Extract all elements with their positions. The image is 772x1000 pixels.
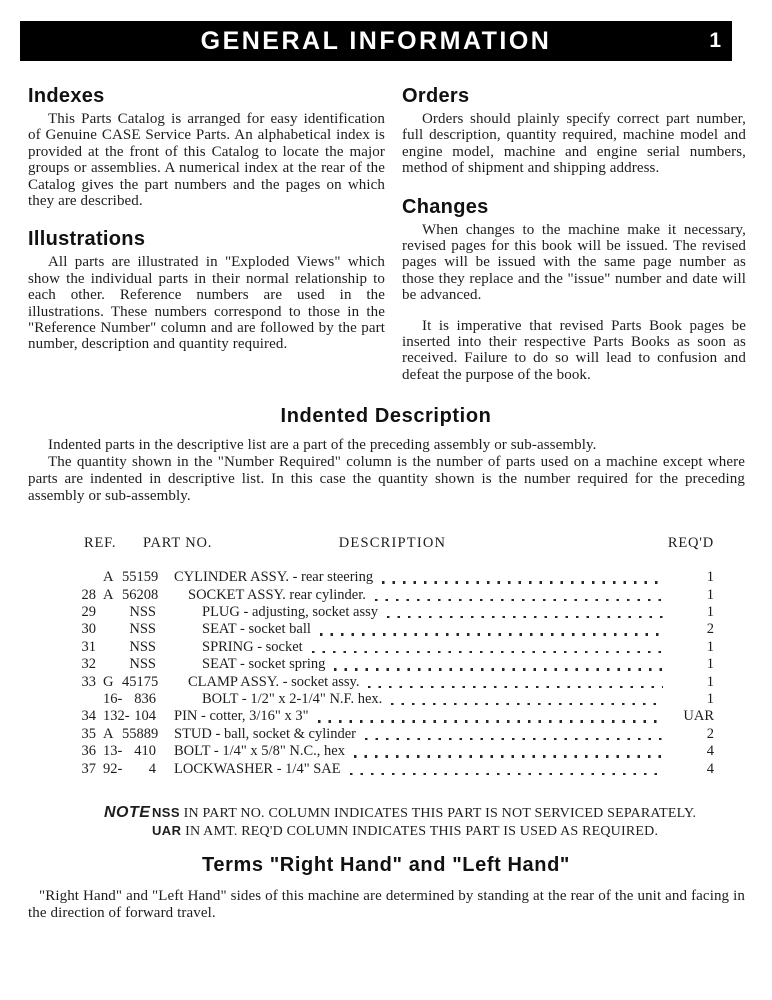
description-cell [156, 674, 670, 691]
description-cell [156, 587, 670, 604]
parts-table-body [62, 569, 714, 778]
col-header-part-no: PART NO. [143, 535, 213, 552]
parts-table-header [62, 535, 714, 552]
table-row [62, 674, 714, 691]
part-prefix-cell [96, 621, 122, 638]
part-number-cell: 45175 [122, 673, 159, 690]
ref-cell: 30 [81, 621, 96, 638]
part-number-cell: 4 [148, 760, 156, 777]
dot-leader [378, 604, 670, 621]
part-prefix-cell: A [103, 725, 114, 742]
page-header-bar [20, 21, 732, 61]
part-prefix-cell: 16- [103, 691, 123, 708]
part-number-cell: 56208 [122, 586, 159, 603]
illustrations-heading: Illustrations [28, 228, 146, 251]
table-row [62, 587, 714, 604]
orders-paragraph: Orders should plainly specify correct part number, full description, quantity required, machine model and engine model, machine and engine serial numbers, method of shipment and shipping address. [402, 111, 746, 177]
description-text: PIN - cotter, 3/16" x 3" [174, 708, 309, 725]
description-text: BOLT - 1/2" x 2-1/4" N.F. hex. [202, 691, 383, 708]
req-cell: 1 [706, 656, 714, 673]
indexes-paragraph: This Parts Catalog is arranged for easy identification of Genuine CASE Service Parts. An alphabetical index is provided at the front of this Catalog to locate the major groups or assemblies. A numerical index at the rear of the Catalog gives the part numbers and the pages on which they are described. [28, 111, 385, 210]
col-header-description: DESCRIPTION [338, 535, 447, 552]
note-text-uar: IN AMT. REQ'D COLUMN INDICATES THIS PART IS USED AS REQUIRED. [185, 823, 659, 839]
part-prefix-cell [96, 656, 122, 673]
page-title: GENERAL INFORMATION [200, 26, 552, 55]
req-cell: 4 [706, 760, 714, 777]
description-cell [156, 743, 670, 760]
part-number-cell: 55889 [122, 725, 159, 742]
ref-cell: 31 [81, 638, 96, 655]
dot-leader [366, 587, 670, 604]
description-cell [156, 708, 670, 725]
dot-leader [359, 674, 670, 691]
two-column-area [28, 85, 746, 383]
ref-cell: 33 [81, 673, 96, 690]
changes-paragraph-2: It is imperative that revised Parts Book pages be inserted into their respective Parts Books as soon as received. Failure to do so will lead to confusion and defeat the purpose of the book. [402, 317, 746, 383]
table-row [62, 691, 714, 708]
indexes-heading: Indexes [28, 85, 105, 107]
part-prefix-cell [96, 639, 122, 656]
req-cell: 1 [706, 638, 714, 655]
table-row [62, 621, 714, 638]
part-prefix-cell [96, 604, 122, 621]
ref-cell [62, 569, 96, 586]
part-prefix-cell: A [103, 569, 114, 586]
req-cell: 2 [706, 621, 714, 638]
note-term-uar: UAR [152, 822, 182, 838]
part-number-cell: NSS [129, 604, 156, 621]
terms-heading: Terms "Right Hand" and "Left Hand" [202, 853, 570, 876]
note-block [104, 804, 716, 840]
table-row [62, 569, 714, 586]
table-row [62, 639, 714, 656]
indented-description-paragraph-1: Indented parts in the descriptive list are a part of the preceding assembly or sub-assembly. [48, 437, 597, 454]
description-text: SPRING - socket [202, 638, 303, 655]
req-cell: 1 [706, 586, 714, 603]
description-cell [156, 569, 670, 586]
ref-cell: 28 [81, 586, 96, 603]
part-prefix-cell: 132- [103, 708, 130, 725]
description-cell [156, 761, 670, 778]
description-text: SEAT - socket ball [202, 621, 311, 638]
note-items [152, 804, 716, 840]
note-item-uar [152, 822, 716, 840]
parts-table [62, 535, 714, 778]
note-label: NOTE [104, 803, 151, 821]
dot-leader [382, 691, 670, 708]
req-cell: 1 [706, 691, 714, 708]
table-row [62, 726, 714, 743]
page-number: 1 [709, 29, 721, 52]
illustrations-paragraph: All parts are illustrated in "Exploded Views" which show the individual parts in their normal relationship to each other. Reference numbers are used in the illustrations. These numbers correspond to those in the "Reference Number" column and are followed by the part number, description and quantity required. [28, 254, 385, 353]
part-number-cell: 104 [134, 708, 156, 725]
req-cell: 2 [706, 725, 714, 742]
terms-paragraph: "Right Hand" and "Left Hand" sides of this machine are determined by standing at the rear of the unit and facing in the direction of forward travel. [28, 887, 745, 921]
req-cell: 1 [706, 569, 714, 586]
changes-paragraph-1: When changes to the machine make it necessary, revised pages for this book will be issued. The revised pages will be issued with the same page number as those they replace and the "issue" number and date will be advanced. [402, 221, 746, 304]
changes-heading: Changes [402, 195, 489, 218]
part-number-cell: NSS [129, 638, 156, 655]
ref-cell: 35 [81, 725, 96, 742]
col-header-reqd: REQ'D [667, 535, 714, 552]
dot-leader [345, 743, 670, 760]
dot-leader [303, 639, 670, 656]
ref-cell: 36 [81, 743, 96, 760]
req-cell: UAR [683, 708, 714, 725]
description-text: SOCKET ASSY. rear cylinder. [188, 586, 366, 603]
table-row [62, 708, 714, 725]
dot-leader [309, 708, 671, 725]
note-term-nss: NSS [152, 804, 180, 820]
part-prefix-cell: A [103, 586, 114, 603]
part-prefix-cell: G [103, 673, 114, 690]
part-number-cell: 836 [134, 691, 156, 708]
description-cell [156, 639, 670, 656]
description-text: BOLT - 1/4" x 5/8" N.C., hex [174, 743, 345, 760]
description-text: CLAMP ASSY. - socket assy. [188, 673, 360, 690]
description-text: CYLINDER ASSY. - rear steering [174, 569, 374, 586]
note-text-nss: IN PART NO. COLUMN INDICATES THIS PART IS NOT SERVICED SEPARATELY. [183, 805, 697, 821]
table-row [62, 604, 714, 621]
req-cell: 1 [706, 673, 714, 690]
dot-leader [325, 656, 670, 673]
dot-leader [356, 726, 670, 743]
part-prefix-cell: 13- [103, 743, 123, 760]
right-column [402, 85, 746, 383]
description-text: SEAT - socket spring [202, 656, 326, 673]
part-number-cell: 55159 [122, 569, 159, 586]
part-number-cell: NSS [129, 621, 156, 638]
description-cell [156, 726, 670, 743]
description-cell [156, 621, 670, 638]
table-row [62, 743, 714, 760]
note-item-nss [152, 804, 716, 822]
ref-cell [62, 691, 96, 708]
description-cell [156, 691, 670, 708]
part-number-cell: 410 [134, 743, 156, 760]
table-row [62, 761, 714, 778]
ref-cell: 34 [81, 708, 96, 725]
ref-cell: 29 [81, 604, 96, 621]
part-number-cell: NSS [129, 656, 156, 673]
ref-cell: 37 [81, 760, 96, 777]
dot-leader [373, 569, 670, 586]
ref-cell: 32 [81, 656, 96, 673]
part-prefix-cell: 92- [103, 760, 123, 777]
indented-description-paragraph-2: The quantity shown in the "Number Required" column is the number of parts used on a machine except where parts are indented in descriptive list. In this case the quantity shown is the number required for the preceding assembly or sub-assembly. [28, 454, 745, 505]
dot-leader [341, 761, 670, 778]
left-column [28, 85, 385, 383]
indented-description-heading: Indented Description [280, 405, 492, 428]
description-cell [156, 656, 670, 673]
req-cell: 4 [706, 743, 714, 760]
description-text: LOCKWASHER - 1/4" SAE [174, 760, 341, 777]
description-cell [156, 604, 670, 621]
description-text: STUD - ball, socket & cylinder [174, 725, 357, 742]
col-header-ref: REF. [84, 535, 117, 552]
description-text: PLUG - adjusting, socket assy [202, 604, 378, 621]
dot-leader [311, 621, 670, 638]
req-cell: 1 [706, 604, 714, 621]
orders-heading: Orders [402, 85, 470, 107]
table-row [62, 656, 714, 673]
